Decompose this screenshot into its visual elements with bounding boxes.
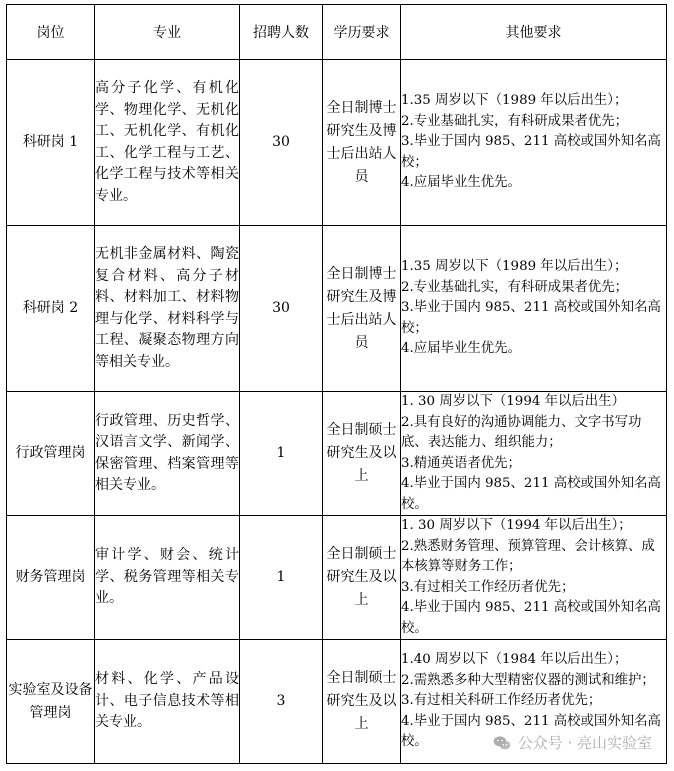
requirement-item: 2.具有良好的沟通协调能力、文字书写功底、表达能力、组织能力；: [401, 414, 642, 450]
requirement-item: 1.40 周岁以下（1984 年以后出生）；: [401, 652, 628, 668]
cell-count: 1: [240, 516, 323, 640]
cell-requirements: [401, 392, 667, 516]
requirement-item: 2.熟悉财务管理、预算管理、会计核算、成本核算等财务工作；: [401, 538, 655, 574]
requirement-item: 3.有过相关科研工作经历者优先；: [401, 693, 602, 709]
cell-count: 30: [240, 226, 323, 392]
cell-major: 行政管理、历史哲学、汉语言文学、新闻学、保密管理、档案管理等相关专业。: [95, 392, 240, 516]
cell-position: 实验室及设备管理岗: [7, 640, 95, 764]
cell-education: 全日制博士研究生及博士后出站人员: [323, 60, 401, 226]
header-position: 岗位: [7, 5, 95, 60]
header-row: [7, 5, 667, 60]
requirement-item: 1.35 周岁以下（1989 年以后出生）；: [401, 93, 628, 109]
cell-count: 30: [240, 60, 323, 226]
requirement-item: 3.毕业于国内 985、211 高校或国外知名高校；: [401, 134, 661, 170]
cell-education: 全日制硕士研究生及以上: [323, 516, 401, 640]
table-row: [7, 392, 667, 516]
requirement-item: 2.专业基础扎实，有科研成果者优先；: [401, 279, 629, 295]
header-count: 招聘人数: [240, 5, 323, 60]
requirement-item: 4.毕业于国内 985、211 高校或国外知名高校。: [401, 476, 661, 512]
requirement-item: 4.应届毕业生优先。: [401, 175, 521, 191]
cell-education: 全日制硕士研究生及以上: [323, 392, 401, 516]
requirement-item: 2.专业基础扎实，有科研成果者优先；: [401, 113, 629, 129]
wechat-icon: [492, 733, 512, 753]
cell-education: 全日制硕士研究生及以上: [323, 640, 401, 764]
table-row: [7, 516, 667, 640]
cell-major: 无机非金属材料、陶瓷复合材料、高分子材料、材料加工、材料物理与化学、材料科学与工程、凝聚态物理方向等相关专业。: [95, 226, 240, 392]
requirement-item: 4.毕业于国内 985、211 高校或国外知名高校。: [401, 600, 661, 636]
requirement-item: 1.35 周岁以下（1989 年以后出生）；: [401, 259, 628, 275]
requirement-item: 3.毕业于国内 985、211 高校或国外知名高校；: [401, 300, 661, 336]
requirement-item: 3.有过相关工作经历者优先；: [401, 579, 575, 595]
cell-requirements: [401, 516, 667, 640]
requirement-item: 2.需熟悉多种大型精密仪器的测试和维护；: [401, 672, 655, 688]
cell-count: 1: [240, 392, 323, 516]
requirement-item: 4.应届毕业生优先。: [401, 341, 521, 357]
requirement-item: 1. 30 周岁以下（1994 年以后出生）；: [401, 518, 632, 533]
cell-position: 行政管理岗: [7, 392, 95, 516]
requirement-item: 1. 30 周岁以下（1994 年以后出生）: [401, 394, 625, 409]
header-other: 其他要求: [401, 5, 667, 60]
requirement-item: 3.精通英语者优先；: [401, 455, 521, 471]
watermark-text: 公众号 · 亮山实验室: [517, 734, 652, 752]
header-education: 学历要求: [323, 5, 401, 60]
cell-position: 财务管理岗: [7, 516, 95, 640]
cell-major: 高分子化学、有机化学、物理化学、无机化工、无机化学、有机化工、化学工程与工艺、化学工程与技术等相关专业。: [95, 60, 240, 226]
recruitment-table: [6, 4, 667, 764]
cell-position: 科研岗 2: [7, 226, 95, 392]
cell-major: 审计学、财会、统计学、税务管理等相关专业。: [95, 516, 240, 640]
cell-education: 全日制博士研究生及博士后出站人员: [323, 226, 401, 392]
cell-count: 3: [240, 640, 323, 764]
table-row: [7, 60, 667, 226]
cell-requirements: [401, 60, 667, 226]
cell-major: 材料、化学、产品设计、电子信息技术等相关专业。: [95, 640, 240, 764]
table-row: [7, 226, 667, 392]
requirement-item: 4.毕业于国内 985、211 高校或国外知名高校。: [401, 713, 661, 750]
cell-requirements: [401, 226, 667, 392]
cell-position: 科研岗 1: [7, 60, 95, 226]
header-major: 专业: [95, 5, 240, 60]
watermark: [492, 732, 652, 753]
